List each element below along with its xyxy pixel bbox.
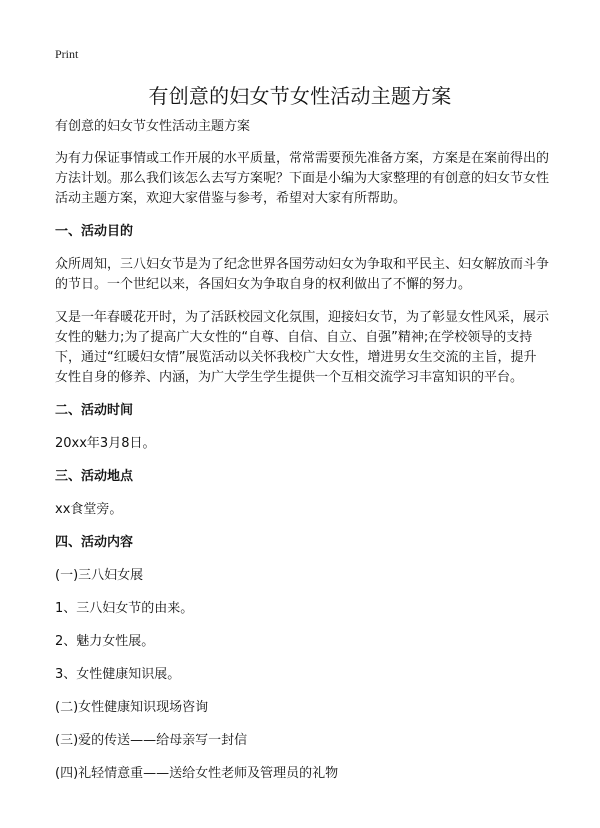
section-heading-content: 四、活动内容 [55,535,134,550]
location-text: xx食堂旁。 [55,502,123,517]
content-item: 2、魅力女性展。 [55,634,155,649]
section-heading-purpose: 一、活动目的 [55,224,134,239]
print-label[interactable]: Print [55,47,79,61]
document-subtitle: 有创意的妇女节女性活动主题方案 [55,119,251,134]
content-item: (四)礼轻情意重——送给女性老师及管理员的礼物 [55,766,339,781]
purpose-paragraph-2: 又是一年春暖花开时，为了活跃校园文化氛围，迎接妇女节，为了彰显女性风采，展示女性的魅力;为了提高广大女性的“自尊、自信、自立、自强”精神;在学校领导的支持下，通过“红暖妇女情”展览活动以关怀我校广大女性，增进男女生交流的主旨，提升女性自身的修养、内涵，为广大学生学生提供一个互相交流学习丰富知识的平台。 [55,310,550,385]
content-item: 3、女性健康知识展。 [55,667,181,682]
document-body [55,117,549,797]
section-heading-location: 三、活动地点 [55,469,134,484]
intro-paragraph: 为有力保证事情或工作开展的水平质量，常常需要预先准备方案，方案是在案前得出的方法计划。那么我们该怎么去写方案呢？下面是小编为大家整理的有创意的妇女节女性活动主题方案，欢迎大家借鉴与参考，希望对大家有所帮助。 [55,151,550,206]
section-heading-time: 二、活动时间 [55,403,134,418]
content-item: (一)三八妇女展 [55,568,144,583]
content-item: 1、三八妇女节的由来。 [55,601,194,616]
purpose-paragraph-1: 众所周知，三八妇女节是为了纪念世界各国劳动妇女为争取和平民主、妇女解放而斗争的节日。一个世纪以来，各国妇女为争取自身的权利做出了不懈的努力。 [55,257,550,292]
content-item: (二)女性健康知识现场咨询 [55,700,209,715]
page-title: 有创意的妇女节女性活动主题方案 [148,84,452,108]
content-item: (三)爱的传送——给母亲写一封信 [55,733,248,748]
time-text: 20xx年3月8日。 [55,436,156,451]
